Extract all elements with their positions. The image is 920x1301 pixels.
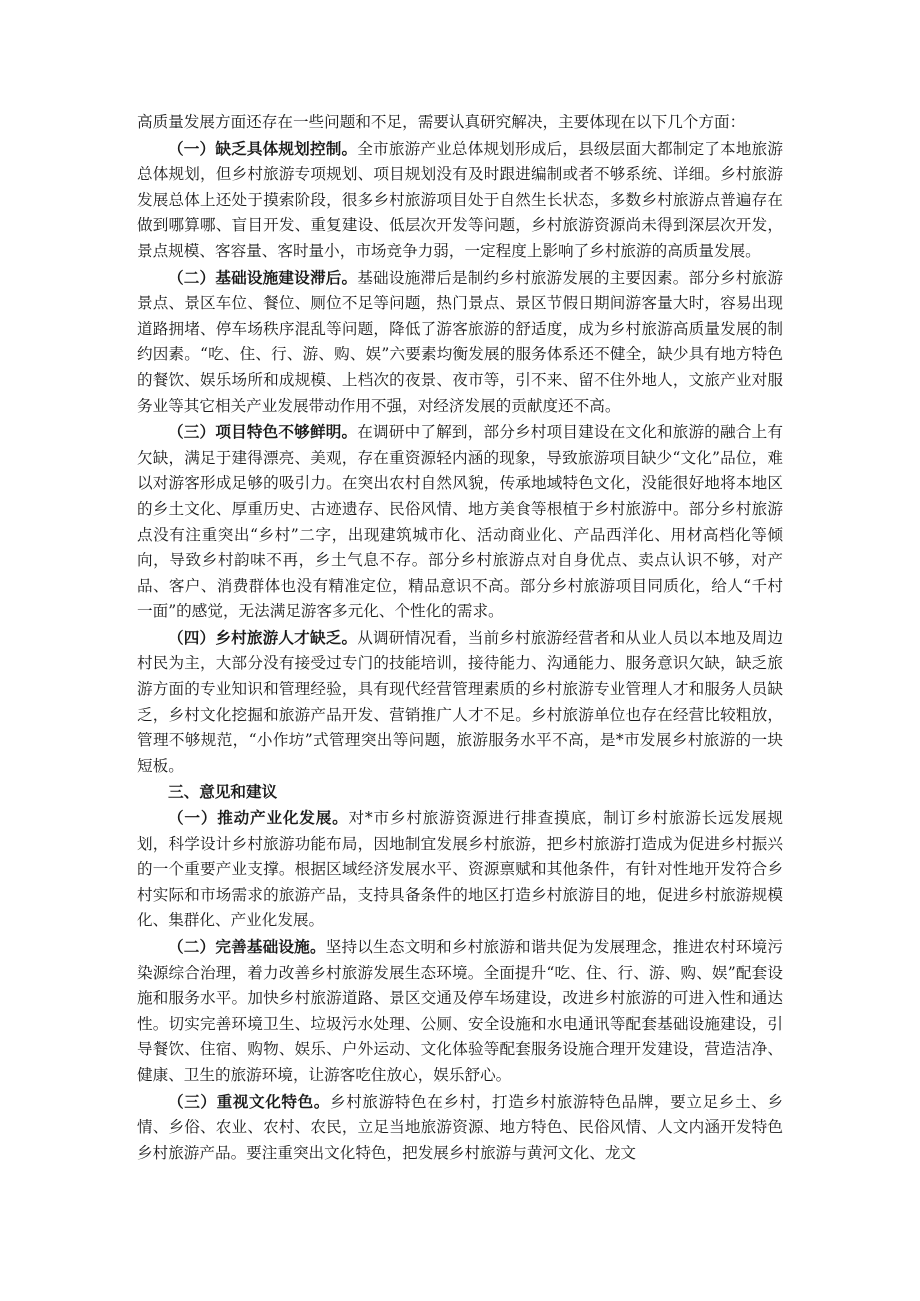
problem-1-heading: （一）缺乏具体规划控制。: [168, 138, 358, 158]
suggestion-1-text: 对*市乡村旅游资源进行排查摸底，制订乡村旅游长远发展规划，科学设计乡村旅游功能布局，因地制宜发展乡村旅游，把乡村旅游打造成为促进乡村振兴的一个重要产业支撑。根据区域经济发展水平、资源禀赋和其他条件，有针对性地开发符合乡村实际和市场需求的旅游产品，支持具备条件的地区打造乡村旅游目的地，促进乡村旅游规模化、集群化、产业化发展。: [137, 809, 783, 930]
document-page: [137, 110, 783, 1166]
section-3-title: 三、意见和建议: [168, 782, 278, 802]
problem-3-text: 在调研中了解到，部分乡村项目建设在文化和旅游的融合上有欠缺，满足于建得漂亮、美观，存在重资源轻内涵的现象，导致旅游项目缺少“文化”品位，难以对游客形成足够的吸引力。在突出农村自然风貌，传承地域特色文化，没能很好地将本地区的乡土文化、厚重历史、古迹遗存、民俗风情、地方美食等根植于乡村旅游中。部分乡村旅游点没有注重突出“乡村”二字，出现建筑城市化、活动商业化、产品西洋化、用材高档化等倾向，导致乡村韵味不再，乡土气息不存。部分乡村旅游点对自身优点、卖点认识不够，对产品、客户、消费群体也没有精准定位，精品意识不高。部分乡村旅游项目同质化，给人“千村一面”的感觉，无法满足游客多元化、个性化的需求。: [137, 423, 783, 621]
problem-2-text: 基础设施滞后是制约乡村旅游发展的主要因素。部分乡村旅游景点、景区车位、餐位、厕位不足等问题，热门景点、景区节假日期间游客量大时，容易出现道路拥堵、停车场秩序混乱等问题，降低了游客旅游的舒适度，成为乡村旅游高质量发展的制约因素。“吃、住、行、游、购、娱”六要素均衡发展的服务体系还不健全，缺少具有地方特色的餐饮、娱乐场所和成规模、上档次的夜景、夜市等，引不来、留不住外地人，文旅产业对服务业等其它相关产业发展带动作用不强，对经济发展的贡献度还不高。: [137, 268, 783, 415]
suggestion-1-heading: （一）推动产业化发展。: [168, 808, 349, 828]
problem-1-paragraph: [137, 136, 783, 265]
problem-1-text: 全市旅游产业总体规划形成后，县级层面大都制定了本地旅游总体规划，但乡村旅游专项规划、项目规划没有及时跟进编制或者不够系统、详细。乡村旅游发展总体上还处于摸索阶段，很多乡村旅游项目处于自然生长状态，多数乡村旅游点普遍存在做到哪算哪、盲目开发、重复建设、低层次开发等问题，乡村旅游资源尚未得到深层次开发，景点规模、客容量、客时量小，市场竞争力弱，一定程度上影响了乡村旅游的高质量发展。: [137, 139, 783, 260]
suggestion-2-heading: （二）完善基础设施。: [168, 937, 326, 956]
suggestion-2-text: 坚持以生态文明和乡村旅游和谐共促为发展理念，推进农村环境污染源综合治理，着力改善乡村旅游发展生态环境。全面提升“吃、住、行、游、购、娱”配套设施和服务水平。加快乡村旅游道路、景区交通及停车场建设，改进乡村旅游的可进入性和通达性。切实完善环境卫生、垃圾污水处理、公厕、安全设施和水电通讯等配套基础设施建设，引导餐饮、住宿、购物、娱乐、户外运动、文化体验等配套服务设施合理开发建设，营造洁净、健康、卫生的旅游环境，让游客吃住放心，娱乐舒心。: [137, 938, 783, 1084]
problem-3-paragraph: [137, 419, 783, 625]
problem-2-heading: （二）基础设施建设滞后。: [168, 267, 358, 287]
suggestion-2-paragraph: [137, 934, 783, 1089]
problem-4-paragraph: [137, 625, 783, 780]
suggestion-3-text: 乡村旅游特色在乡村，打造乡村旅游特色品牌，要立足乡土、乡情、乡俗、农业、农村、农民，立足当地旅游资源、地方特色、民俗风情、人文内涵开发特色乡村旅游产品。要注重突出文化特色，把发展乡村旅游与黄河文化、龙文: [137, 1092, 783, 1162]
suggestion-1-paragraph: [137, 805, 783, 934]
intro-paragraph: 高质量发展方面还存在一些问题和不足，需要认真研究解决，主要体现在以下几个方面：: [137, 113, 746, 131]
problem-4-heading: （四）乡村旅游人才缺乏。: [168, 627, 358, 647]
suggestion-3-paragraph: [137, 1089, 783, 1167]
problem-2-paragraph: [137, 265, 783, 420]
suggestion-3-heading: （三）重视文化特色。: [168, 1091, 330, 1111]
problem-3-heading: （三）项目特色不够鲜明。: [168, 422, 358, 442]
problem-4-text: 从调研情况看，当前乡村旅游经营者和从业人员以本地及周边村民为主，大部分没有接受过专门的技能培训，接待能力、沟通能力、服务意识欠缺，缺乏旅游方面的专业知识和管理经验，具有现代经营管理素质的乡村旅游专业管理人才和服务人员缺乏，乡村文化挖掘和旅游产品开发、营销推广人才不足。乡村旅游单位也存在经营比较粗放，管理不够规范，“小作坊”式管理突出等问题，旅游服务水平不高，是*市发展乡村旅游的一块短板。: [137, 628, 783, 775]
